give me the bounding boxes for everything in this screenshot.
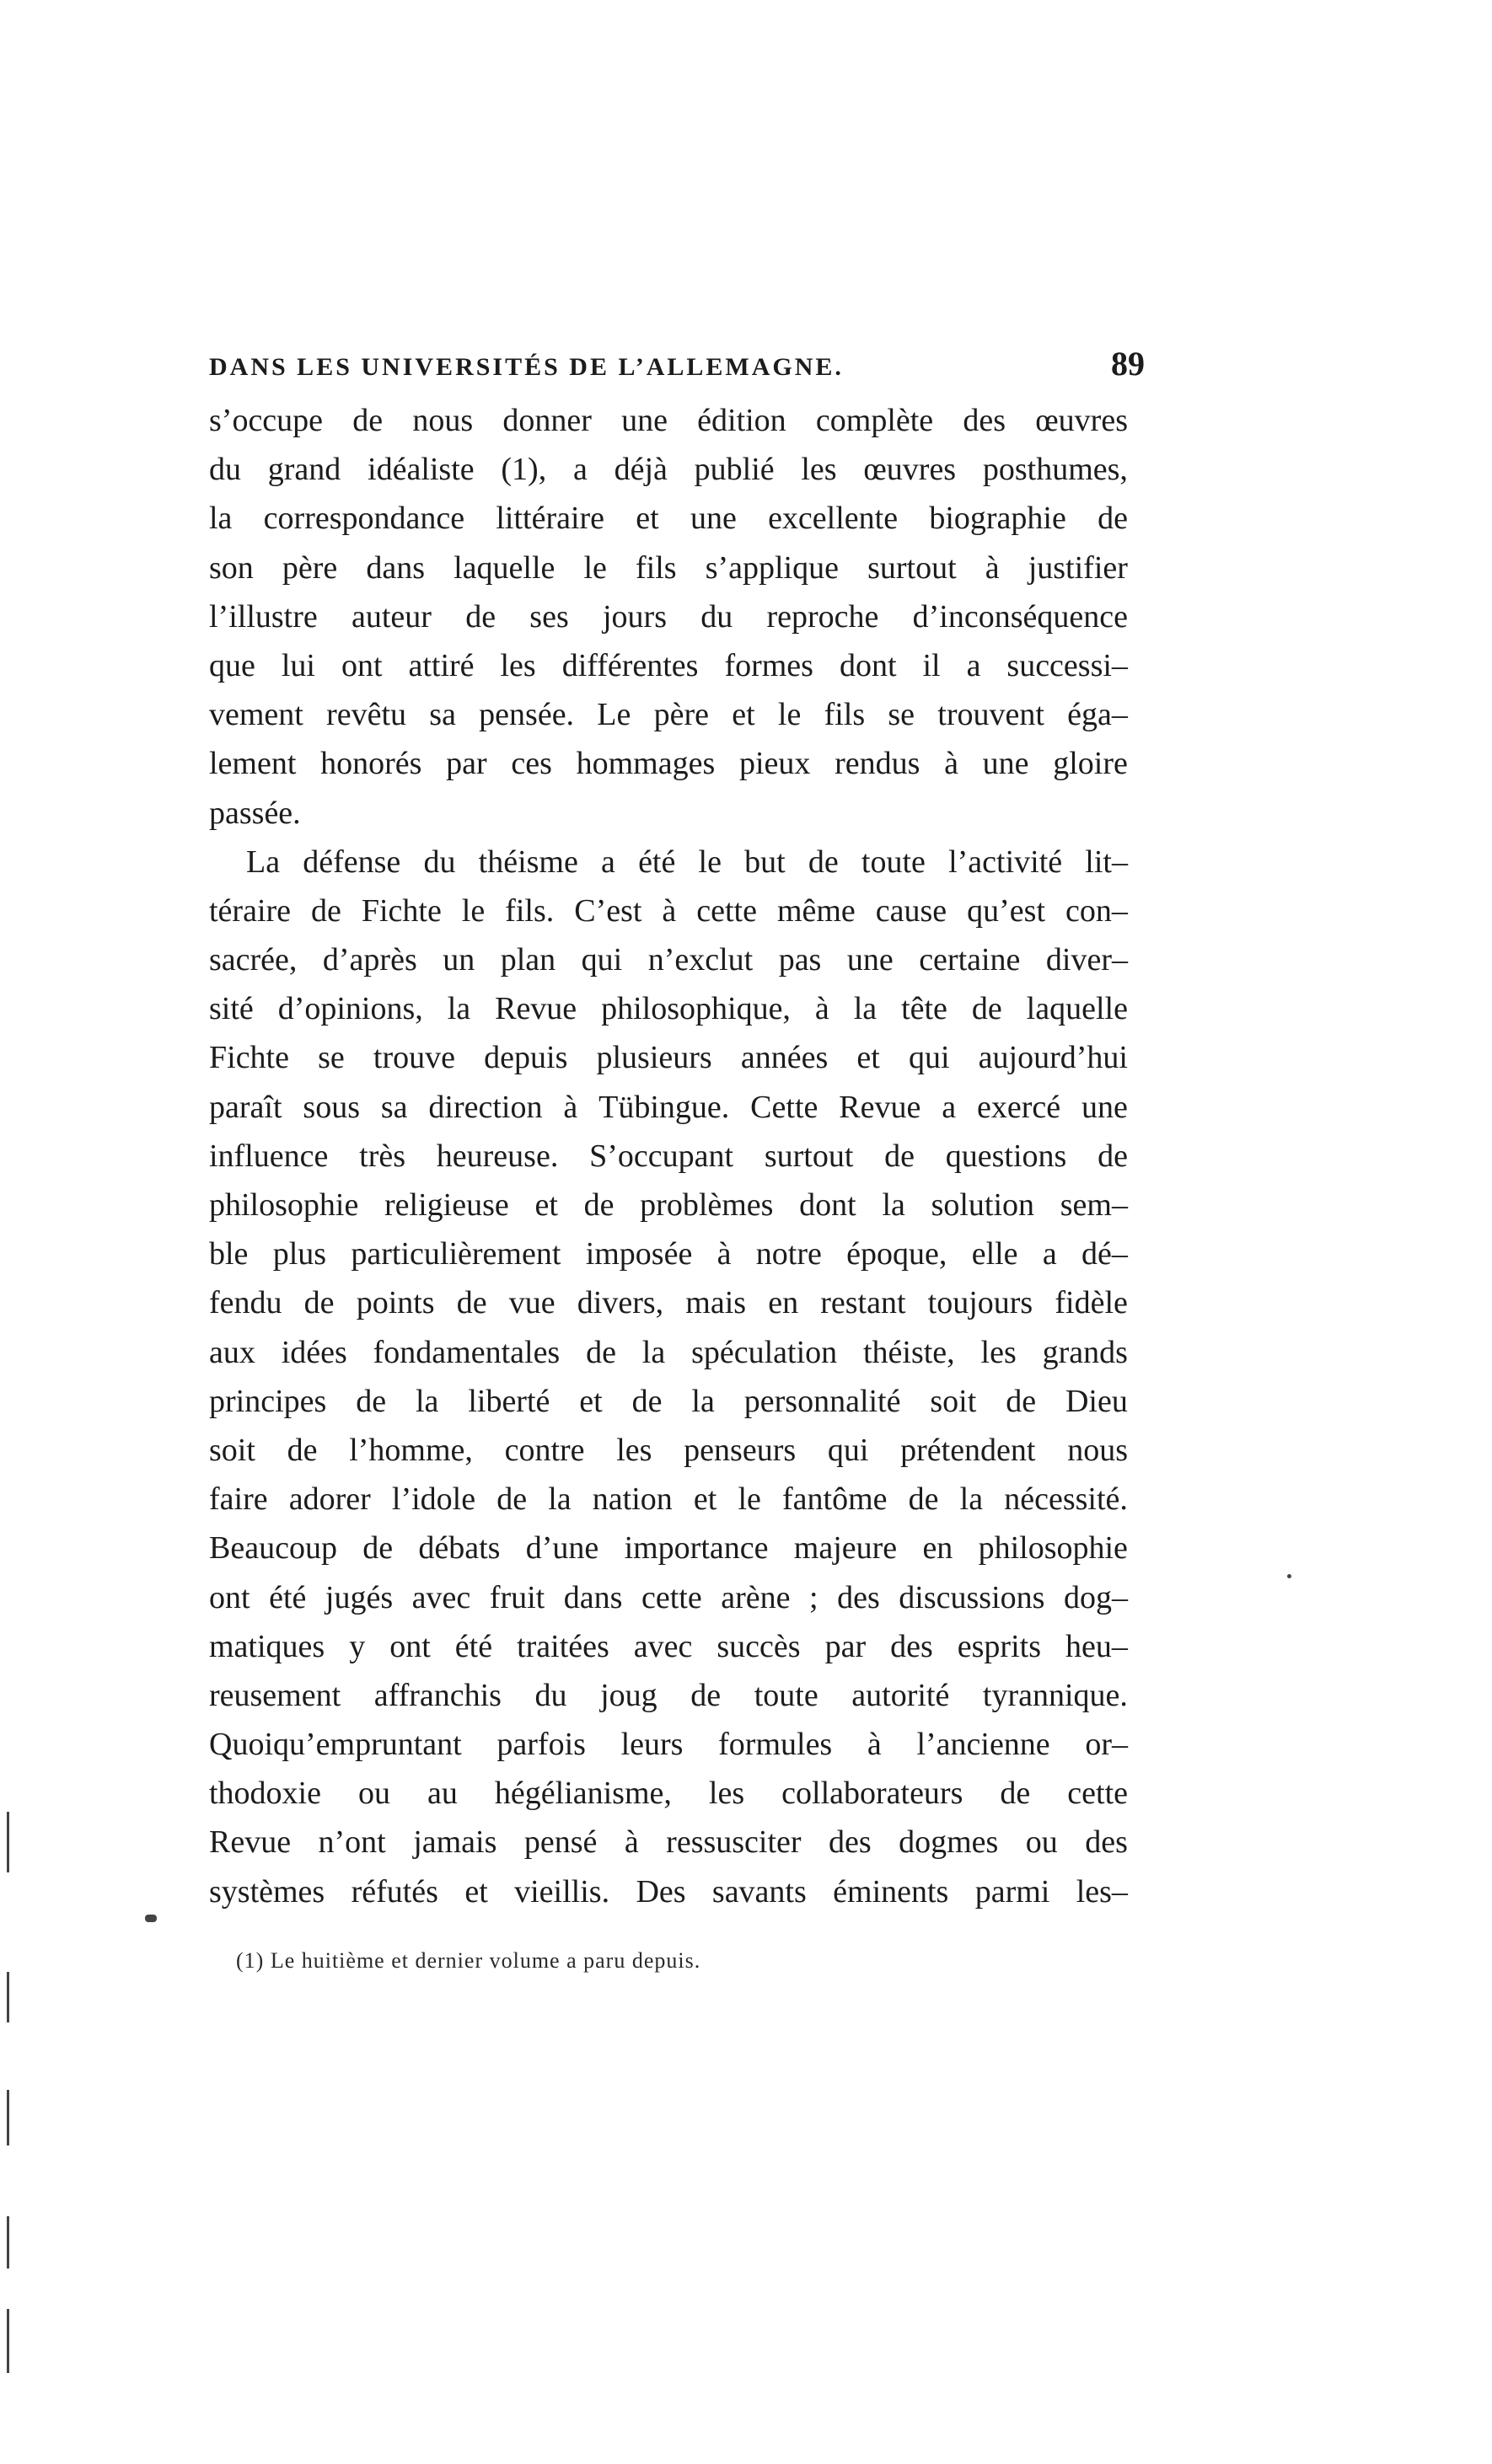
text-line: aux idées fondamentales de la spéculation théiste, les grands [209,1334,1128,1370]
running-head [209,344,1145,391]
body-text [209,396,1128,1916]
text-line: La défense du théisme a été le but de toute l’activité lit– [246,844,1128,880]
scan-mark [7,2090,9,2145]
text-line: fendu de points de vue divers, mais en restant toujours fidèle [209,1285,1128,1321]
text-line: Beaucoup de débats d’une importance majeure en philosophie [209,1530,1128,1567]
text-line: Fichte se trouve depuis plusieurs années et qui aujourd’hui [209,1040,1128,1076]
text-line: matiques y ont été traitées avec succès par des esprits heu– [209,1628,1128,1664]
text-line: du grand idéaliste (1), a déjà publié les œuvres posthumes, [209,452,1128,488]
scan-mark [7,1972,9,2022]
text-line: Revue n’ont jamais pensé à ressusciter des dogmes ou des [209,1824,1128,1861]
scan-mark [7,2309,9,2373]
text-line: lement honorés par ces hommages pieux rendus à une gloire [209,746,1128,782]
scan-mark [1287,1574,1291,1578]
text-line: faire adorer l’idole de la nation et le fantôme de la nécessité. [209,1481,1128,1518]
text-line: principes de la liberté et de la personnalité soit de Dieu [209,1383,1128,1419]
text-line: thodoxie ou au hégélianisme, les collaborateurs de cette [209,1776,1128,1812]
text-line: passée. [209,795,301,831]
scan-mark [145,1915,157,1922]
text-line: sité d’opinions, la Revue philosophique, à la tête de laquelle [209,991,1128,1027]
text-line: l’illustre auteur de ses jours du reproche d’inconséquence [209,598,1128,635]
text-line: reusement affranchis du joug de toute autorité tyrannique. [209,1677,1128,1713]
text-line: ble plus particulièrement imposée à notre époque, elle a dé– [209,1236,1128,1272]
page-number: 89 [1111,345,1145,383]
text-line: ont été jugés avec fruit dans cette arène ; des discussions dog– [209,1579,1128,1615]
text-line: philosophie religieuse et de problèmes dont la solution sem– [209,1187,1128,1223]
text-line: sacrée, d’après un plan qui n’exclut pas une certaine diver– [209,942,1128,978]
text-line: systèmes réfutés et vieillis. Des savants éminents parmi les– [209,1873,1128,1910]
text-line: vement revêtu sa pensée. Le père et le fils se trouvent éga– [209,697,1128,733]
text-line: soit de l’homme, contre les penseurs qui prétendent nous [209,1432,1128,1468]
text-line: s’occupe de nous donner une édition complète des œuvres [209,403,1128,438]
scan-mark [7,1812,9,1872]
text-line: Quoiqu’empruntant parfois leurs formules à l’ancienne or– [209,1727,1128,1763]
text-line: téraire de Fichte le fils. C’est à cette même cause qu’est con– [209,892,1128,929]
running-head-title: DANS LES UNIVERSITÉS DE L’ALLEMAGNE. [209,353,844,381]
text-line: paraît sous sa direction à Tübingue. Cette Revue a exercé une [209,1089,1128,1125]
text-line: influence très heureuse. S’occupant surtout de questions de [209,1138,1128,1174]
text-line: son père dans laquelle le fils s’applique surtout à justifier [209,549,1128,586]
footnote: (1) Le huitième et dernier volume a paru depuis. [236,1948,701,1973]
scan-mark [7,2216,9,2268]
text-line: que lui ont attiré les différentes formes dont il a successi– [209,647,1128,683]
text-line: la correspondance littéraire et une excellente biographie de [209,501,1128,537]
